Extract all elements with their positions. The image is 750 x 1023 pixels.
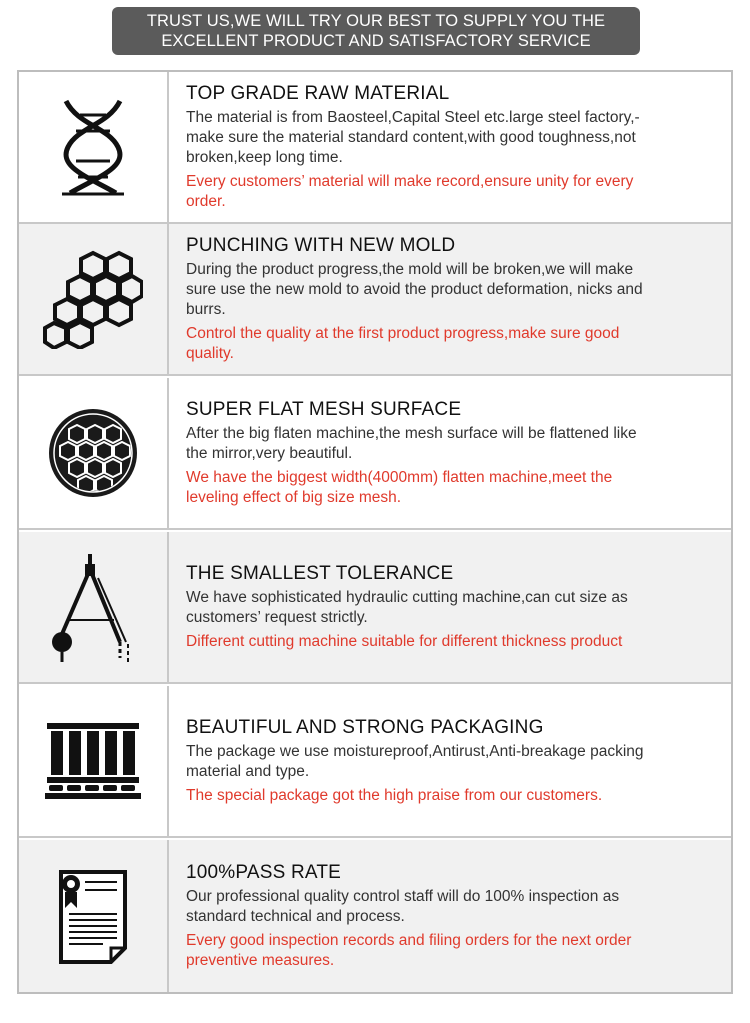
feature-row-raw-material (19, 72, 731, 224)
mesh-circle-icon (47, 407, 139, 499)
feature-title: THE SMALLEST TOLERANCE (186, 563, 454, 584)
feature-title: SUPER FLAT MESH SURFACE (186, 399, 462, 420)
feature-title: BEAUTIFUL AND STRONG PACKAGING (186, 717, 544, 738)
compass-icon (48, 552, 138, 662)
banner-line-1: TRUST US,WE WILL TRY OUR BEST TO SUPPLY YOU THE (146, 12, 606, 30)
feature-row-packaging (19, 686, 731, 838)
certificate-icon (53, 868, 133, 964)
feature-note: Different cutting machine suitable for different thickness product (186, 633, 623, 650)
feature-note: Every customers’ material will make record,ensure unity for every order. (186, 173, 634, 210)
feature-description: After the big flaten machine,the mesh surface will be flattened like the mirror,very beautiful. (186, 425, 637, 462)
feature-row-punching (19, 224, 731, 376)
feature-note: The special package got the high praise from our customers. (186, 787, 603, 804)
feature-description: The material is from Baosteel,Capital Steel etc.large steel factory,- make sure the material standard content,with good toughness,not broken,keep long time. (186, 109, 640, 166)
dna-icon (58, 97, 128, 197)
hexagon-mesh-icon (43, 249, 143, 349)
banner-line-2: EXCELLENT PRODUCT AND SATISFACTORY SERVICE (161, 32, 591, 50)
feature-row-flat-mesh (19, 378, 731, 530)
feature-note: We have the biggest width(4000mm) flatten machine,meet the leveling effect of big size mesh. (186, 469, 613, 506)
feature-description: We have sophisticated hydraulic cutting machine,can cut size as customers’ request strictly. (186, 589, 628, 626)
feature-row-pass-rate (19, 840, 731, 992)
feature-description: During the product progress,the mold will be broken,we will make sure use the new mold to avoid the product deformation, nicks and burrs. (186, 261, 643, 318)
feature-description: Our professional quality control staff will do 100% inspection as standard technical and process. (186, 888, 620, 925)
feature-title: TOP GRADE RAW MATERIAL (186, 83, 450, 104)
feature-note: Every good inspection records and filing orders for the next order preventive measures. (186, 932, 632, 969)
header-banner (112, 7, 640, 55)
feature-row-tolerance (19, 532, 731, 684)
feature-description: The package we use moistureproof,Antirust,Anti-breakage packing material and type. (186, 743, 644, 780)
package-icon (43, 721, 143, 801)
feature-title: PUNCHING WITH NEW MOLD (186, 235, 456, 256)
feature-note: Control the quality at the first product progress,make sure good quality. (186, 325, 620, 362)
feature-table (17, 70, 733, 994)
feature-title: 100%PASS RATE (186, 862, 342, 883)
